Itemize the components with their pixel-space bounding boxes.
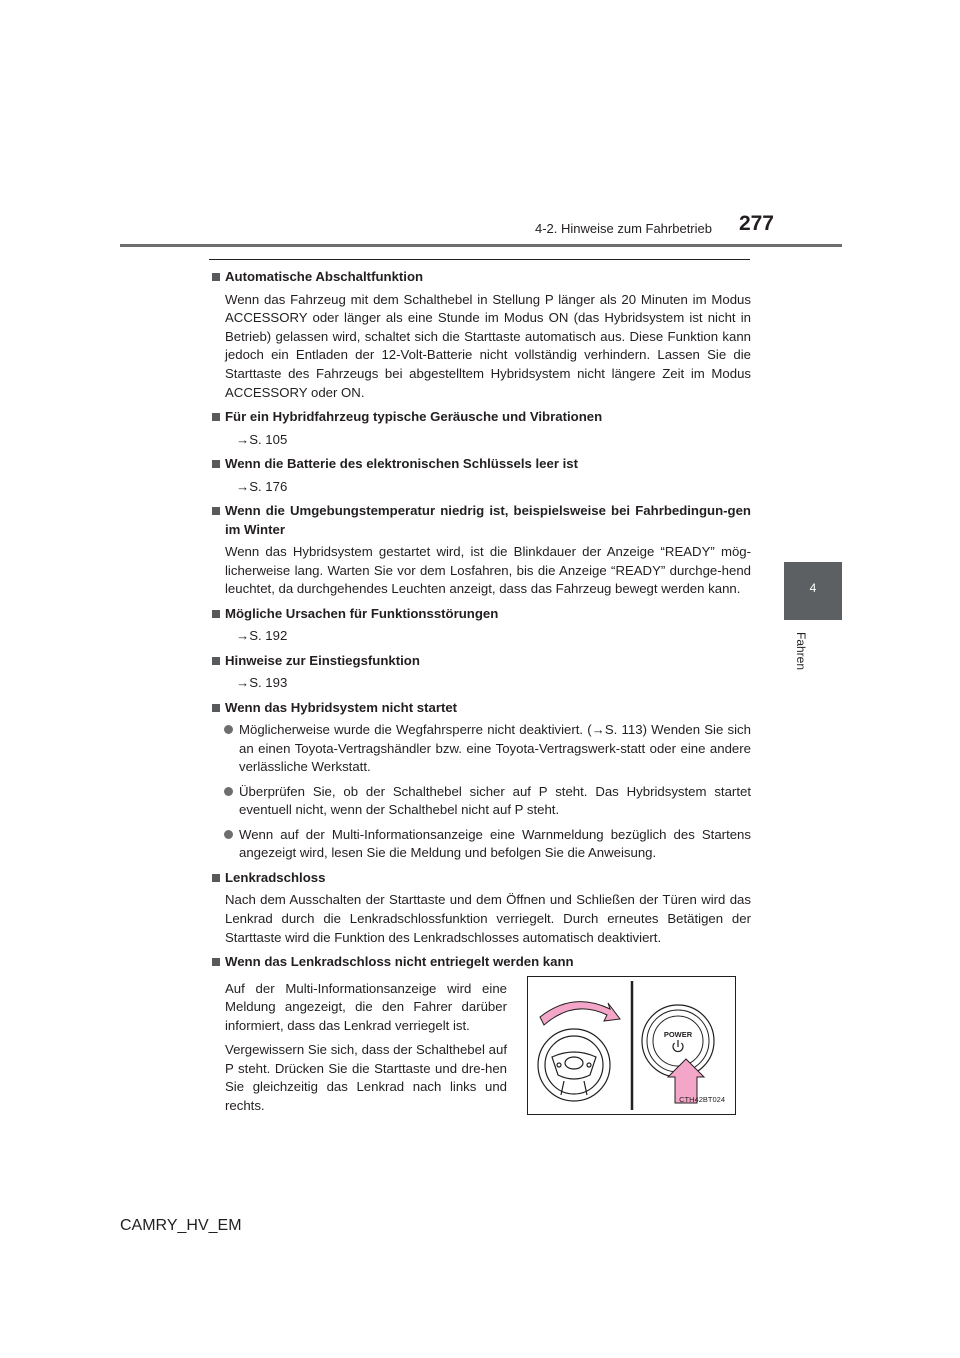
content-top-rule: [209, 259, 750, 260]
section-text: Nach dem Ausschalten der Starttaste und dem Öffnen und Schließen der Türen wird das Lenkrad durch die Lenkradschlossfunktion verriegelt. Durch erneutes Betätigen der Starttaste wird die Funktion des Lenkradschlosses automatisch deaktiviert.: [225, 892, 751, 945]
section-heading: Für ein Hybridfahrzeug typische Geräusche und Vibrationen: [211, 408, 751, 427]
steering-wheel-icon: [538, 1029, 610, 1101]
round-bullet-icon: [224, 725, 233, 734]
power-button-icon: [642, 1005, 714, 1077]
rotate-arrow-icon: [540, 1001, 620, 1024]
square-bullet-icon: [212, 704, 220, 712]
page-number: 277: [738, 212, 774, 235]
square-bullet-icon: [212, 507, 220, 515]
square-bullet-icon: [212, 610, 220, 618]
section-key-battery: [211, 455, 751, 496]
section-entry-function: [211, 652, 751, 693]
section-text: Wenn das Hybridsystem gestartet wird, ist die Blinkdauer der Anzeige “READY” mög-licherweise lang. Warten Sie vor dem Losfahren, bis die Anzeige “READY” durchge-hend leuchtet, da durchgehendes Leuchten anzeigt, dass das Fahrzeug bewegt werden kann.: [225, 544, 751, 597]
page-reference: →S. 105: [236, 431, 288, 447]
section-malfunctions: [211, 605, 751, 646]
section-steering-lock: [211, 869, 751, 947]
square-bullet-icon: [212, 460, 220, 468]
text-with-figure: [211, 976, 751, 1116]
section-heading: Lenkradschloss: [211, 869, 751, 888]
section-text: Wenn das Fahrzeug mit dem Schalthebel in Stellung P länger als 20 Minuten im Modus ACCESSORY oder länger als eine Stunde im Modus ON (das Hybridsystem ist nicht in Betrieb) gelassen wird, schaltet sich die Starttaste automatisch aus. Diese Funktion kann jedoch ein Entladen der 12-Volt-Batterie nicht vollständig verhindern. Lassen Sie die Starttaste des Fahrzeugs bei abgestelltem Hybridsystem nicht längere Zeit im Modus ACCESSORY oder ON.: [225, 291, 751, 400]
section-hybrid-not-starting: [211, 699, 751, 863]
square-bullet-icon: [212, 273, 220, 281]
header-section-title: 4-2. Hinweise zum Fahrbetrieb: [534, 221, 712, 236]
section-hybrid-noise: [211, 408, 751, 449]
square-bullet-icon: [212, 874, 220, 882]
section-auto-shutoff: [211, 268, 751, 402]
section-heading: Wenn das Hybridsystem nicht startet: [211, 699, 751, 718]
bullet-item: Überprüfen Sie, ob der Schalthebel sicher auf P steht. Das Hybridsystem startet eventuell nicht, wenn der Schalthebel nicht auf P steht.: [211, 783, 751, 820]
figure-code: CTH42BT024: [679, 1094, 725, 1104]
section-heading: Wenn die Batterie des elektronischen Schlüssels leer ist: [211, 455, 751, 474]
section-low-temperature: [211, 502, 751, 599]
power-label: POWER: [663, 1029, 693, 1039]
page-content: [211, 268, 751, 1121]
section-heading: Wenn das Lenkradschloss nicht entriegelt werden kann: [211, 953, 751, 972]
page-reference: →S. 193: [236, 675, 288, 691]
square-bullet-icon: [212, 413, 220, 421]
section-heading: Wenn die Umgebungstemperatur niedrig ist, beispielsweise bei Fahrbedingun-gen im Winter: [211, 502, 751, 539]
bullet-item: Wenn auf der Multi-Informationsanzeige eine Warnmeldung bezüglich des Startens angezeigt wird, lesen Sie die Meldung und befolgen Sie die Anweisung.: [211, 826, 751, 863]
section-text: Auf der Multi-Informationsanzeige wird eine Meldung angezeigt, die den Fahrer darüber informiert, dass das Lenkrad verriegelt ist.: [225, 980, 507, 1033]
square-bullet-icon: [212, 657, 220, 665]
chapter-label: Fahren: [794, 632, 808, 671]
model-code: CAMRY_HV_EM: [120, 1217, 242, 1234]
section-heading: Automatische Abschaltfunktion: [211, 268, 751, 287]
header-divider: [120, 244, 842, 247]
bullet-item: Möglicherweise wurde die Wegfahrsperre nicht deaktiviert. (→S. 113) Wenden Sie sich an einen Toyota-Vertragshändler bzw. eine Toyota-Vertragswerk-statt oder eine andere verlässliche Werkstatt.: [211, 721, 751, 777]
illustration-steering-power: [527, 976, 736, 1115]
section-text: Vergewissern Sie sich, dass der Schalthebel auf P steht. Drücken Sie die Starttaste und dre-hen Sie gleichzeitig das Lenkrad nach links und rechts.: [225, 1042, 507, 1113]
round-bullet-icon: [224, 830, 233, 839]
chapter-number: 4: [809, 581, 817, 595]
page-reference: →S. 176: [236, 478, 288, 494]
page-reference: →S. 192: [236, 628, 288, 644]
chapter-tab: [784, 562, 842, 620]
section-heading: Mögliche Ursachen für Funktionsstörungen: [211, 605, 751, 624]
section-steering-lock-release: [211, 953, 751, 1116]
release-instructions: [225, 980, 507, 1122]
round-bullet-icon: [224, 787, 233, 796]
square-bullet-icon: [212, 958, 220, 966]
section-heading: Hinweise zur Einstiegsfunktion: [211, 652, 751, 671]
